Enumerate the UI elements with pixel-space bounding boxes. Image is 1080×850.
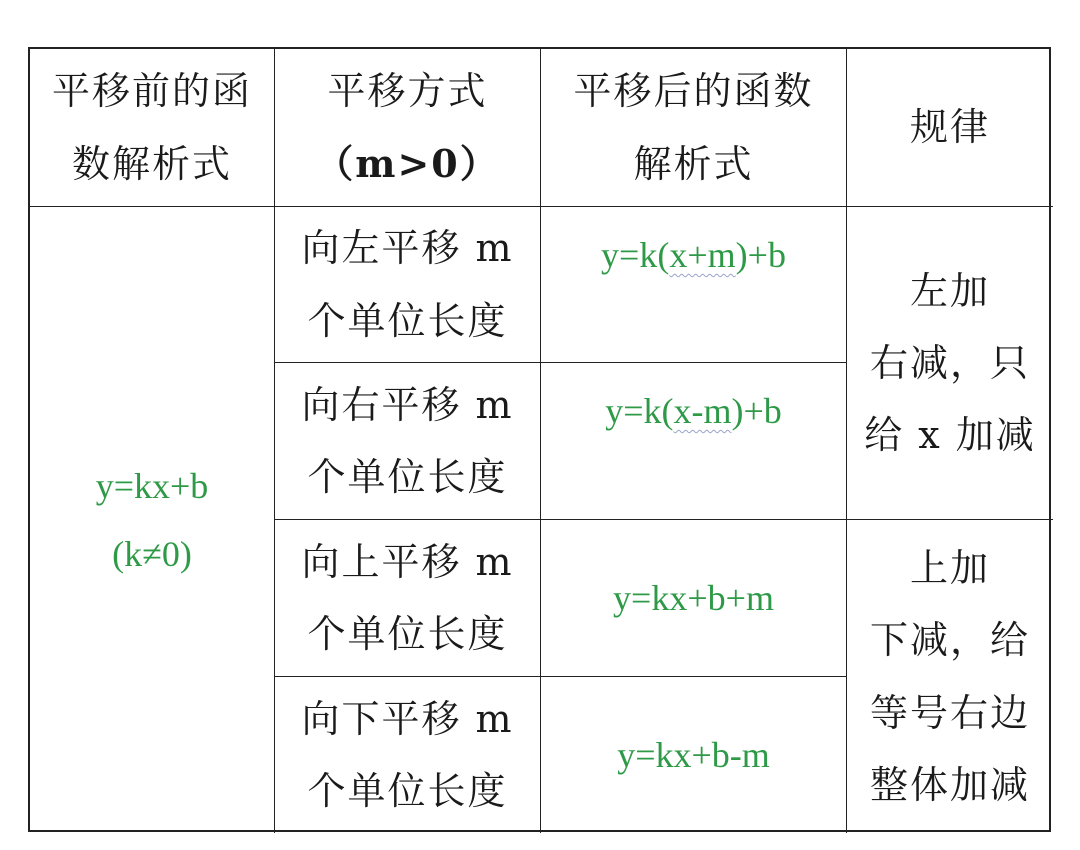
formula-right-shift-mid: x-m bbox=[673, 391, 732, 431]
method-right-shift-line1: 向右平移 m bbox=[301, 382, 514, 427]
method-left-shift-line1: 向左平移 m bbox=[301, 226, 514, 271]
header-original-function-line2: 数解析式 bbox=[71, 141, 232, 186]
header-rule bbox=[847, 49, 1053, 207]
translation-rules-table bbox=[28, 47, 1051, 832]
header-translated-function-line1: 平移后的函数 bbox=[573, 69, 814, 114]
header-translation-method bbox=[275, 49, 541, 207]
method-up-shift-line1: 向上平移 m bbox=[301, 539, 514, 584]
method-down-shift bbox=[275, 677, 541, 833]
formula-right-shift bbox=[541, 363, 847, 520]
formula-down-shift-text: y=kx+b-m bbox=[617, 734, 770, 775]
rule-horizontal-line3: 给 x 加减 bbox=[864, 413, 1036, 458]
formula-left-shift-post: )+b bbox=[735, 235, 786, 275]
header-translated-function bbox=[541, 49, 847, 207]
method-down-shift-line1: 向下平移 m bbox=[301, 696, 514, 741]
formula-right-shift-pre: y=k( bbox=[605, 391, 674, 431]
method-down-shift-line2: 个单位长度 bbox=[307, 769, 508, 813]
method-up-shift-line2: 个单位长度 bbox=[307, 612, 508, 656]
method-left-shift bbox=[275, 207, 541, 363]
formula-down-shift bbox=[541, 677, 847, 833]
formula-up-shift bbox=[541, 520, 847, 677]
rule-horizontal-line1: 左加 bbox=[909, 268, 990, 313]
method-right-shift-line2: 个单位长度 bbox=[307, 455, 508, 499]
method-up-shift bbox=[275, 520, 541, 677]
header-translated-function-line2: 解析式 bbox=[633, 141, 754, 186]
rule-horizontal-line2: 右减，只 bbox=[869, 340, 1030, 385]
rule-horizontal bbox=[847, 207, 1053, 520]
header-original-function bbox=[30, 49, 275, 207]
formula-left-shift bbox=[541, 207, 847, 363]
original-function-condition: (k≠0) bbox=[112, 534, 192, 574]
rule-vertical bbox=[847, 520, 1053, 833]
method-right-shift bbox=[275, 363, 541, 520]
rule-vertical-line2: 下减，给 bbox=[869, 618, 1030, 663]
formula-right-shift-post: )+b bbox=[731, 391, 782, 431]
formula-right-shift-text bbox=[605, 377, 782, 445]
header-translation-method-line2: （m>0） bbox=[315, 140, 500, 186]
header-original-function-line1: 平移前的函 bbox=[51, 69, 252, 114]
header-translation-method-line1: 平移方式 bbox=[327, 69, 488, 114]
rule-vertical-line4: 整体加减 bbox=[869, 762, 1030, 807]
original-function-formula: y=kx+b bbox=[95, 465, 209, 506]
formula-left-shift-pre: y=k( bbox=[601, 235, 670, 275]
formula-up-shift-text: y=kx+b+m bbox=[613, 577, 774, 618]
method-left-shift-line2: 个单位长度 bbox=[307, 298, 508, 343]
rule-vertical-line3: 等号右边 bbox=[869, 690, 1030, 735]
formula-left-shift-mid: x+m bbox=[669, 235, 736, 275]
original-function-cell bbox=[30, 207, 275, 833]
header-rule-label: 规律 bbox=[909, 105, 990, 150]
rule-vertical-line1: 上加 bbox=[909, 546, 990, 591]
formula-left-shift-text bbox=[601, 221, 786, 289]
